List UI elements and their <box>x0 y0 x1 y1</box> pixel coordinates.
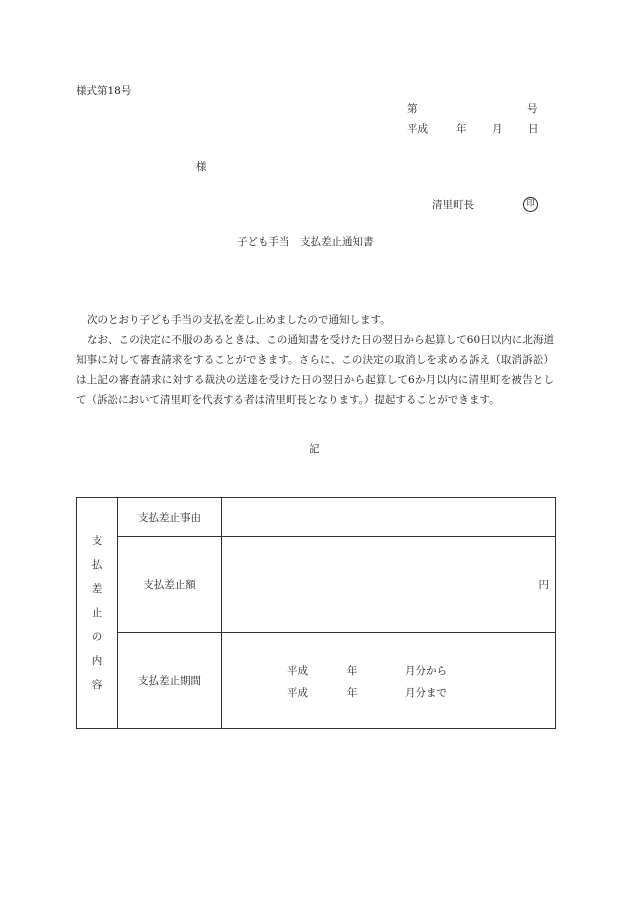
amount-unit: 円 <box>538 579 549 591</box>
addressee-honorific: 様 <box>196 161 207 173</box>
table-row <box>77 537 556 633</box>
date-day-label: 日 <box>528 123 539 135</box>
suspension-details-table <box>76 497 556 729</box>
amount-field[interactable] <box>222 537 556 633</box>
period-from-month: 月分から <box>405 665 447 677</box>
reason-label: 支払差止事由 <box>118 498 222 537</box>
document-number-suffix: 号 <box>527 103 538 115</box>
period-from-year: 年 <box>347 665 358 677</box>
appeal-paragraph: なお、この決定に不服のあるときは、この通知書を受けた日の翌日から起算して60日以内に北海道知事に対して審査請求をすることができます。さらに、この決定の取消しを求める訴え（取消訴訟）は上記の審査請求に対する裁決の送達を受けた日の翌日から起算して6か月以内に清里町を被告として（訴訟において清里町を代表する者は清里町長となります。）提起することができます。 <box>76 334 554 406</box>
table-row <box>77 633 556 729</box>
vertical-header-char: 支 <box>91 535 103 547</box>
document-number-prefix: 第 <box>407 103 418 115</box>
vertical-header-char: 容 <box>91 679 103 691</box>
vertical-header-char: 払 <box>91 559 103 571</box>
notice-paragraph: 次のとおり子ども手当の支払を差し止めましたので通知します。 <box>87 314 391 326</box>
vertical-header-char: 止 <box>91 607 103 619</box>
reason-field[interactable] <box>222 498 556 537</box>
form-number: 様式第18号 <box>76 85 132 97</box>
table-row <box>77 498 556 537</box>
vertical-header-char: 差 <box>91 583 103 595</box>
period-to-month: 月分まで <box>405 687 447 699</box>
date-month-label: 月 <box>492 123 503 135</box>
period-to-era: 平成 <box>287 687 308 699</box>
seal-stamp-icon: 印 <box>523 197 538 212</box>
date-year-label: 年 <box>456 123 467 135</box>
vertical-header-char: 内 <box>91 655 103 667</box>
period-label: 支払差止期間 <box>118 633 222 729</box>
sender-name: 清里町長 <box>432 199 474 211</box>
amount-label: 支払差止額 <box>118 537 222 633</box>
document-title: 子ども手当 支払差止通知書 <box>237 236 374 248</box>
section-marker: 記 <box>309 443 320 455</box>
period-to-year: 年 <box>347 687 358 699</box>
vertical-header <box>77 498 118 729</box>
period-field[interactable] <box>222 633 556 729</box>
period-from-era: 平成 <box>287 665 308 677</box>
vertical-header-char: の <box>91 631 103 643</box>
date-era: 平成 <box>407 123 428 135</box>
